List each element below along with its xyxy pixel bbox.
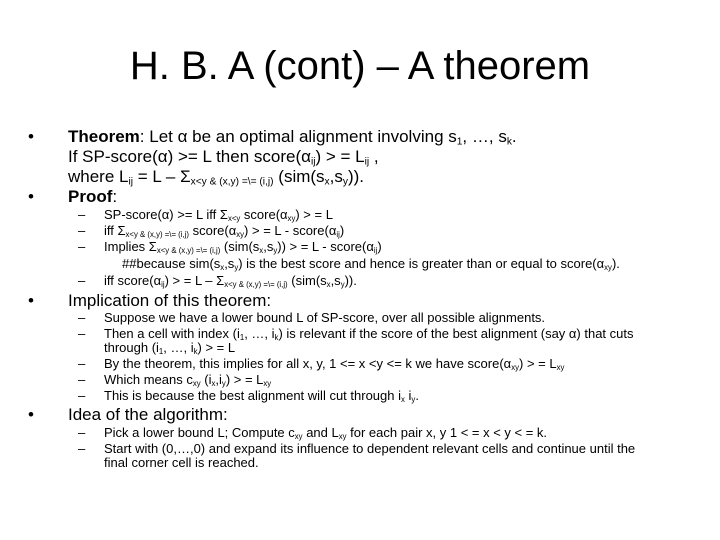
sub: 1 <box>158 346 164 356</box>
dash: – <box>78 388 86 403</box>
sub: y <box>234 262 239 272</box>
text: : Let α be an optimal alignment involving s <box>139 127 457 146</box>
sub: xy <box>604 262 612 272</box>
proof-step-2 <box>78 223 345 239</box>
bullet-dot: • <box>28 187 34 206</box>
proof-step-3-note <box>122 256 620 271</box>
sub: ij <box>161 279 165 289</box>
text: ,s <box>330 273 341 288</box>
dash: – <box>78 441 86 456</box>
sub: x<y & (x,y) =\= (i,j) <box>224 279 288 289</box>
algorithm-item-2 <box>78 441 636 456</box>
sub: x<y & (x,y) =\= (i,j) <box>156 245 221 255</box>
text: . <box>415 388 419 403</box>
text: , <box>369 147 379 166</box>
text: ) > = L <box>315 147 365 166</box>
text: Suppose we have a lower bound L of SP-score, over all possible alignments. <box>104 310 546 325</box>
dash: – <box>78 310 86 325</box>
text: ,s <box>263 239 274 254</box>
algorithm-item-1 <box>78 425 548 441</box>
dash: – <box>78 326 86 341</box>
text: Idea of the algorithm: <box>68 405 228 424</box>
text: for each pair x, y 1 < = x < y < = k. <box>346 425 548 440</box>
text: final corner cell is reached. <box>104 455 259 470</box>
text: ) > = L – Σ <box>164 273 225 288</box>
implication-item-1 <box>78 310 546 325</box>
dash: – <box>78 223 86 238</box>
text: ) > = L <box>295 207 333 222</box>
dash: – <box>78 273 86 288</box>
algorithm-item-2-cont <box>104 455 259 470</box>
sub: ij <box>373 245 378 255</box>
sub: xy <box>338 431 347 441</box>
text: ,s <box>329 167 343 186</box>
bullet-dot: • <box>28 405 34 424</box>
text: iff Σ <box>104 223 126 238</box>
sub: x<y <box>227 213 241 223</box>
slide-title: H. B. A (cont) – A theorem <box>129 44 591 88</box>
sub: k <box>274 332 279 342</box>
text: ) <box>377 239 382 254</box>
text: ) > = L <box>519 356 557 371</box>
sub: ij <box>364 156 370 168</box>
sub: ij <box>128 176 134 188</box>
theorem-line-3 <box>68 167 364 186</box>
text: , …, i <box>163 340 194 355</box>
sub: xy <box>287 213 296 223</box>
text: iff score(α <box>104 273 162 288</box>
sub: xy <box>294 431 303 441</box>
text: This is because the best alignment will cut through i <box>104 388 401 403</box>
text: ). <box>611 256 620 271</box>
implication-item-2-cont <box>104 340 235 355</box>
proof-step-1 <box>78 207 333 223</box>
text: through (i <box>104 340 159 355</box>
text: : <box>112 187 118 206</box>
text: , …, i <box>244 326 275 341</box>
sub: x <box>220 262 225 272</box>
text: = L – Σ <box>133 167 191 186</box>
text: (i <box>200 372 212 387</box>
sub: 1 <box>239 332 245 342</box>
sub: xy <box>236 229 245 239</box>
bullet-dot: • <box>28 291 34 310</box>
proof-step-4 <box>78 273 357 289</box>
sub: x<y & (x,y) =\= (i,j) <box>125 229 189 239</box>
text: Then a cell with index (i <box>104 326 240 341</box>
text: (sim(s <box>273 167 325 186</box>
text: Start with (0,…,0) and expand its influence to dependent relevant cells and continue until the <box>104 441 636 456</box>
text: )). <box>344 273 357 288</box>
bullet-theorem <box>28 127 517 148</box>
sub: x<y & (x,y) =\= (i,j) <box>190 176 274 188</box>
sub: xy <box>556 362 565 372</box>
sub: xy <box>263 378 272 388</box>
theorem-line-2 <box>68 147 379 166</box>
text: ,i <box>215 372 222 387</box>
text: i <box>404 388 412 403</box>
sub: y <box>273 245 278 255</box>
text: ) is relevant if the score of the best alignment (say α) that cuts <box>278 326 634 341</box>
sub: x <box>324 176 330 188</box>
text: (sim(s <box>287 273 327 288</box>
text: ) <box>339 223 345 238</box>
text: ) > = L <box>225 372 264 387</box>
sub: x <box>211 378 216 388</box>
sub: k <box>193 346 198 356</box>
dash: – <box>78 372 86 387</box>
text: )). <box>347 167 365 186</box>
text: ,s <box>224 256 235 271</box>
text: . <box>511 127 517 146</box>
text: By the theorem, this implies for all x, y, 1 <= x <y <= k we have score(α <box>104 356 512 371</box>
sub: x <box>259 245 264 255</box>
proof-label: Proof <box>68 187 113 206</box>
text: , …, s <box>462 127 507 146</box>
text: Implication of this theorem: <box>68 291 272 310</box>
sub: y <box>340 279 345 289</box>
text: )) > = L - score(α <box>277 239 374 254</box>
sub: k <box>506 136 512 148</box>
theorem-label: Theorem <box>68 127 140 146</box>
implication-item-4 <box>78 372 272 388</box>
bullet-dot: • <box>28 127 34 146</box>
text: ##because sim(s <box>122 256 221 271</box>
sub: xy <box>192 378 201 388</box>
text: SP-score(α) >= L iff Σ <box>104 207 228 222</box>
implication-item-2 <box>78 326 634 342</box>
text: (sim(s <box>220 239 260 254</box>
text: score(α <box>240 207 288 222</box>
dash: – <box>78 239 86 254</box>
sub: x <box>401 394 405 404</box>
text: where L <box>68 167 129 186</box>
bullet-algorithm <box>28 405 228 424</box>
sub: x <box>326 279 331 289</box>
text: Which means c <box>104 372 193 387</box>
sub: y <box>411 394 416 404</box>
dash: – <box>78 207 86 222</box>
text: score(α <box>189 223 237 238</box>
text: ) > = L <box>197 340 236 355</box>
bullet-implication <box>28 291 272 310</box>
text: If SP-score(α) >= L then score(α <box>68 147 311 166</box>
sub: xy <box>511 362 519 372</box>
bullet-proof <box>28 187 118 206</box>
text: Implies Σ <box>104 239 157 254</box>
text: ) is the best score and hence is greater than or equal to score(α <box>238 256 605 271</box>
sub: y <box>221 378 226 388</box>
sub: y <box>342 176 348 188</box>
sub: ij <box>336 229 340 239</box>
dash: – <box>78 425 86 440</box>
proof-step-3 <box>78 239 382 255</box>
text: ) > = L - score(α <box>244 223 337 238</box>
dash: – <box>78 356 86 371</box>
sub: 1 <box>456 136 463 148</box>
text: and L <box>302 425 339 440</box>
implication-item-3 <box>78 356 565 372</box>
implication-item-5 <box>78 388 419 404</box>
text: Pick a lower bound L; Compute c <box>104 425 295 440</box>
sub: ij <box>310 156 316 168</box>
